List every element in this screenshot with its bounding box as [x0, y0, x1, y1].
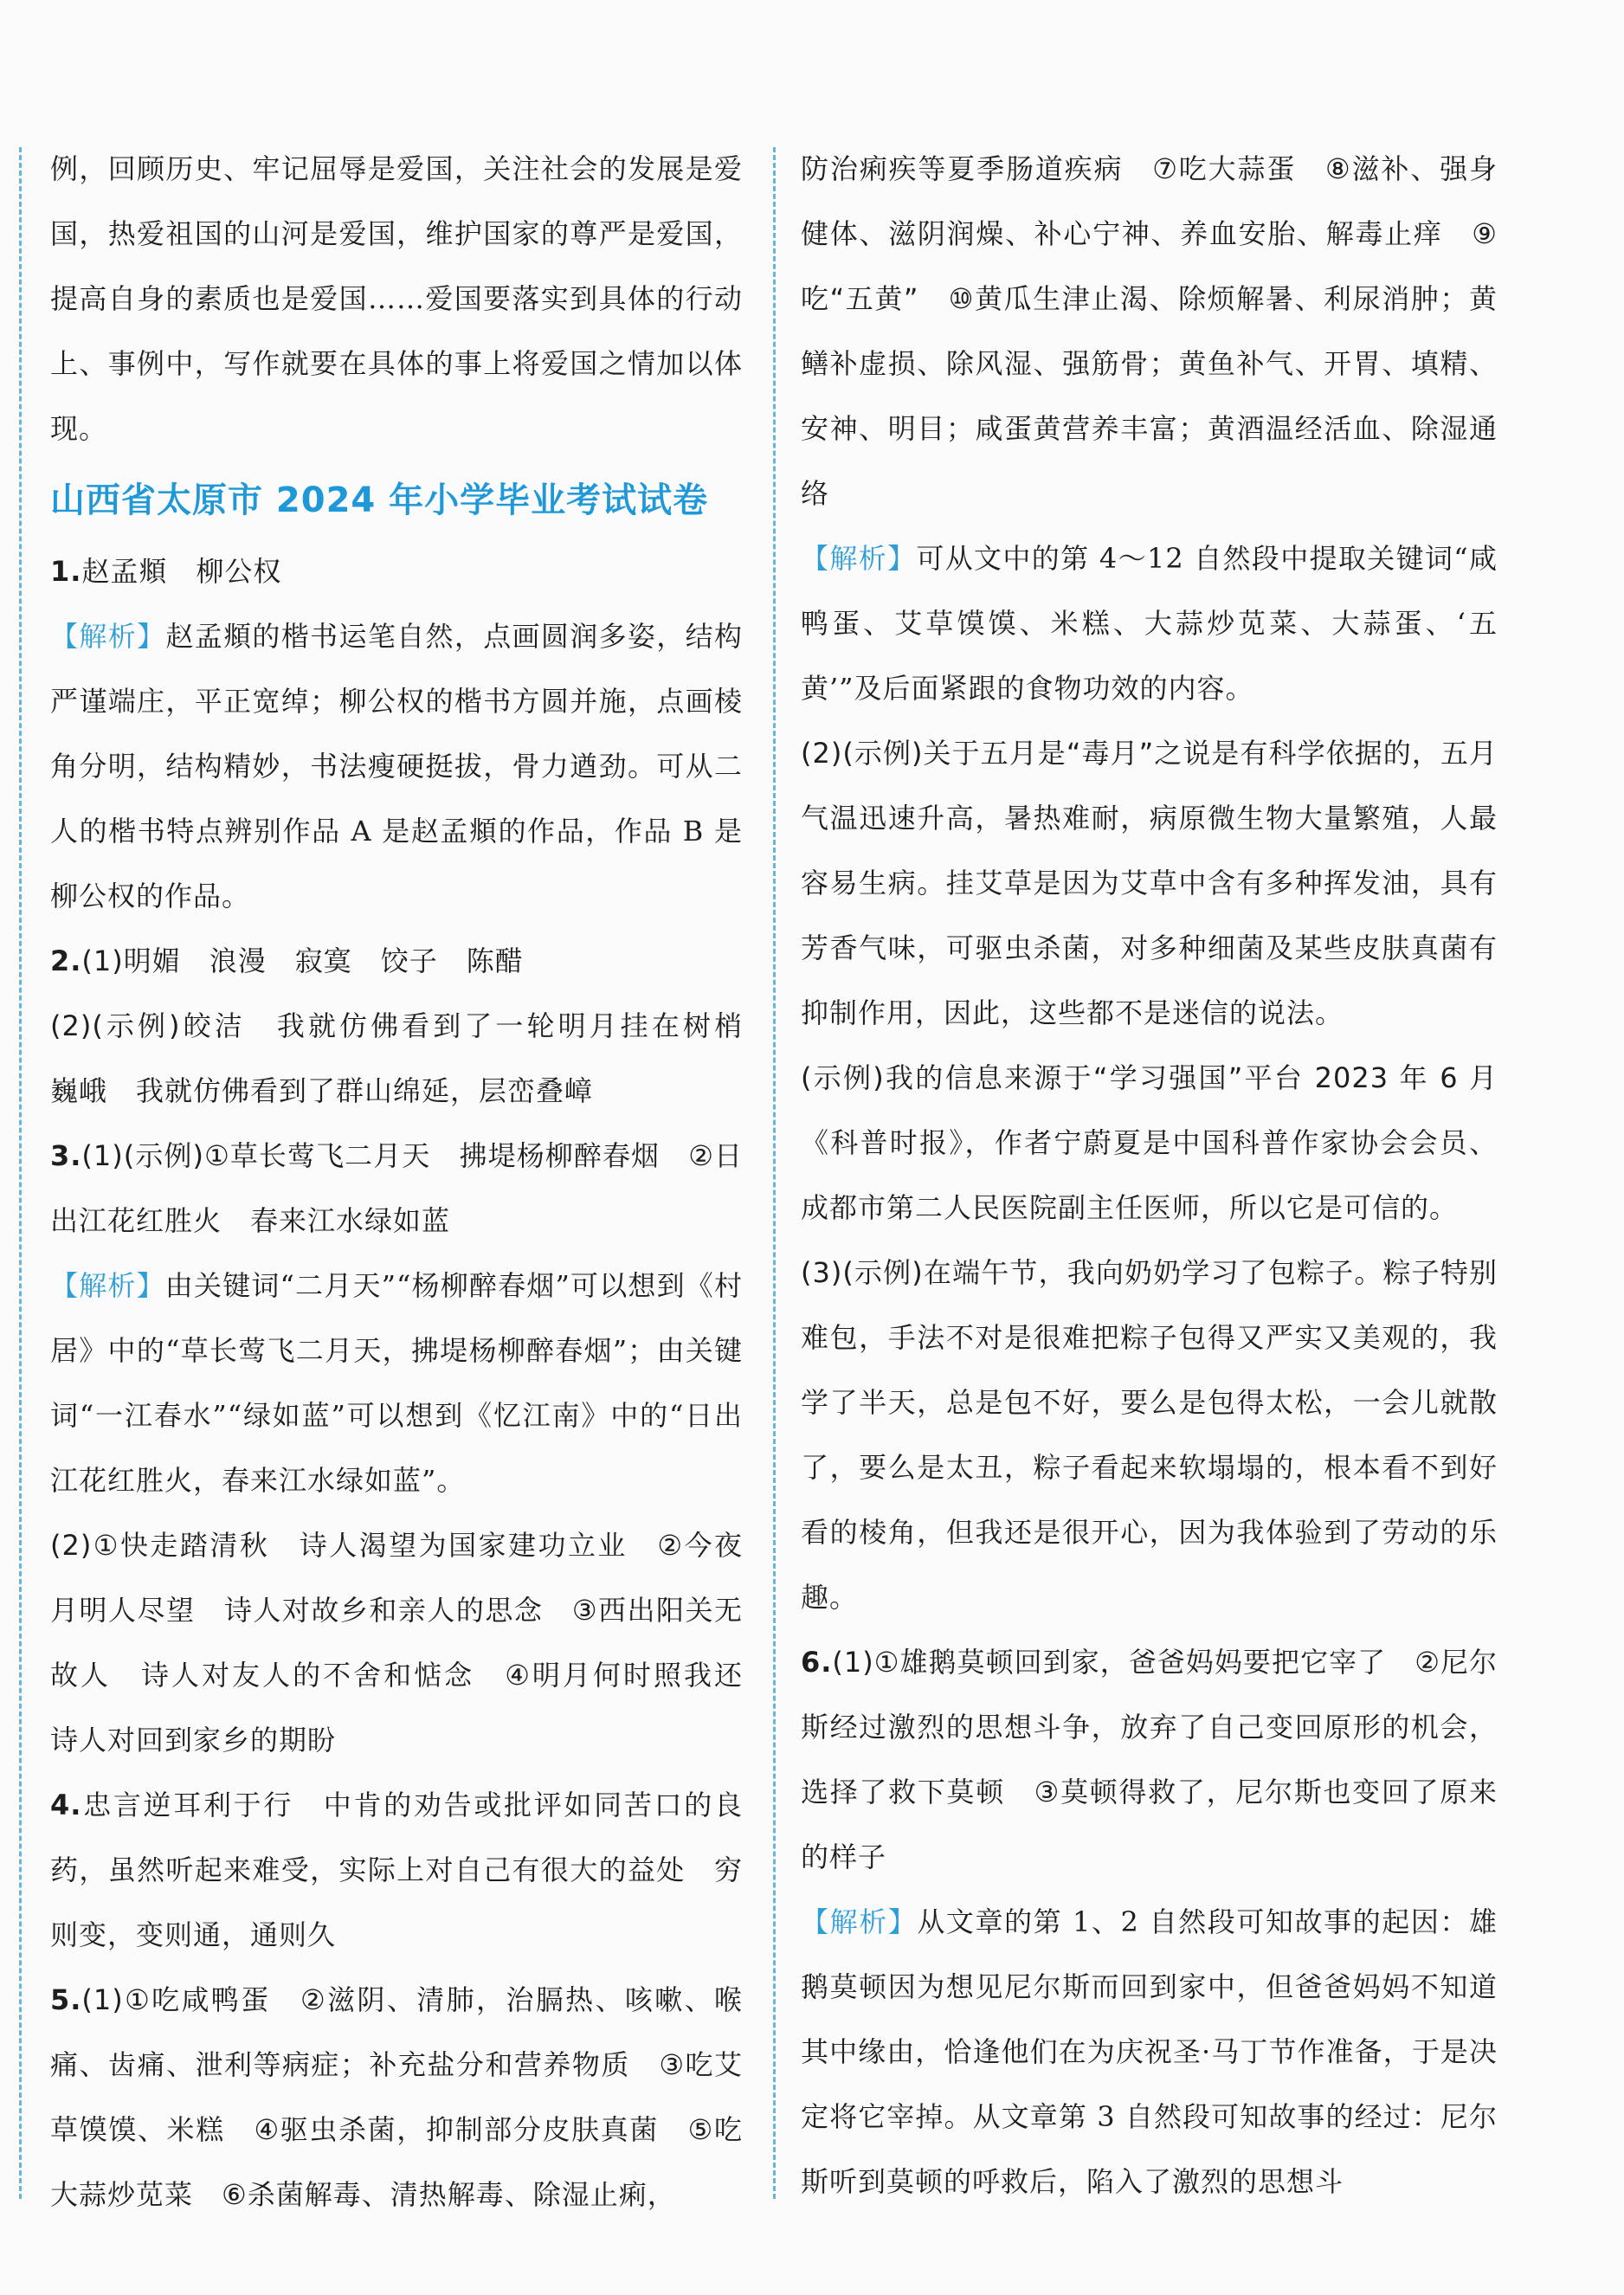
analysis-1: 【解析】赵孟頫的楷书运笔自然，点画圆润多姿，结构严谨端庄，平正宽绰；柳公权的楷书方圆并施，点画棱角分明，结构精妙，书法瘦硬挺拔，骨力遒劲。可从二人的楷书特点辨别作品 A 是赵孟頫的作品，作品 B 是柳公权的作品。: [50, 620, 743, 912]
analysis-3: 【解析】由关键词“二月天”“杨柳醉春烟”可以想到《村居》中的“草长莺飞二月天，拂堤杨柳醉春烟”；由关键词“一江春水”“绿如蓝”可以想到《忆江南》中的“日出江花红胜火，春来江水绿如蓝”。: [50, 1269, 743, 1497]
answer-5-3: (3)(示例)在端午节，我向奶奶学习了包粽子。粽子特别难包，手法不对是很难把粽子包得又严实又美观的，我学了半天，总是包不好，要么是包得太松，一会儿就散了，要么是太丑，粽子看起来软塌塌的，根本看不到好看的棱角，但我还是很开心，因为我体验到了劳动的乐趣。: [801, 1256, 1498, 1614]
analysis-tag: 【解析】: [50, 620, 166, 653]
analysis-6: 【解析】从文章的第 1、2 自然段可知故事的起因：雄鹅莫顿因为想见尼尔斯而回到家中，但爸爸妈妈不知道其中缘由，恰逢他们在为庆祝圣·马丁节作准备，于是决定将它宰掉。从文章第 3 自然段可知故事的经过：尼尔斯听到莫顿的呼救后，陷入了激烈的思想斗: [801, 1905, 1498, 2198]
column-divider-dashed-line: [773, 147, 776, 2199]
answer-3-1: 3.(1)(示例)①草长莺飞二月天 拂堤杨柳醉春烟 ②日出江花红胜火 春来江水绿如蓝: [50, 1139, 743, 1237]
answer-5-1: 5.(1)①吃咸鸭蛋 ②滋阴、清肺，治膈热、咳嗽、喉痛、齿痛、泄利等病症；补充盐分和营养物质 ③吃艾草馍馍、米糕 ④驱虫杀菌，抑制部分皮肤真菌 ⑤吃大蒜炒苋菜 ⑥杀菌解毒、清热解毒、除湿止痢，: [50, 1983, 743, 2211]
answer-2-2: (2)(示例)皎洁 我就仿佛看到了一轮明月挂在树梢 巍峨 我就仿佛看到了群山绵延，层峦叠嶂: [50, 1009, 772, 1107]
analysis-tag: 【解析】: [801, 542, 917, 575]
left-column: [50, 137, 772, 2227]
section-title: 山西省太原市 2024 年小学毕业考试试卷: [50, 480, 709, 520]
answer-5-2-source: (示例)我的信息来源于“学习强国”平台 2023 年 6 月《科普时报》，作者宁蔚夏是中国科普作家协会会员、成都市第二人民医院副主任医师，所以它是可信的。: [801, 1061, 1498, 1224]
left-margin-dashed-line: [19, 147, 22, 2199]
analysis-5: 【解析】可从文中的第 4～12 自然段中提取关键词“咸鸭蛋、艾草馍馍、米糕、大蒜炒苋菜、大蒜蛋、‘五黄’”及后面紧跟的食物功效的内容。: [801, 542, 1498, 705]
answer-4: 4.忠言逆耳利于行 中肯的劝告或批评如同苦口的良药，虽然听起来难受，实际上对自己有很大的益处 穷则变，变则通，通则久: [50, 1789, 743, 1951]
right-column: [801, 137, 1498, 2214]
paragraph: 例，回顾历史、牢记屈辱是爱国，关注社会的发展是爱国，热爱祖国的山河是爱国，维护国家的尊严是爱国，提高自身的素质也是爱国……爱国要落实到具体的行动上、事例中，写作就要在具体的事上将爱国之情加以体现。: [50, 152, 743, 445]
analysis-tag: 【解析】: [50, 1269, 165, 1302]
analysis-tag: 【解析】: [801, 1905, 918, 1938]
answer-5-1-cont: 防治痢疾等夏季肠道疾病 ⑦吃大蒜蛋 ⑧滋补、强身健体、滋阴润燥、补心宁神、养血安胎、解毒止痒 ⑨吃“五黄” ⑩黄瓜生津止渴、除烦解暑、利尿消肿；黄鳝补虚损、除风湿、强筋骨；黄鱼补气、开胃、填精、安神、明目；咸蛋黄营养丰富；黄酒温经活血、除湿通络: [801, 152, 1498, 510]
answer-3-2: (2)①快走踏清秋 诗人渴望为国家建功立业 ②今夜月明人尽望 诗人对故乡和亲人的思念 ③西出阳关无故人 诗人对友人的不舍和惦念 ④明月何时照我还 诗人对回到家乡的期盼: [50, 1529, 772, 1757]
answer-2-1: 2.(1)明媚 浪漫 寂寞 饺子 陈醋: [50, 944, 524, 977]
answer-5-2: (2)(示例)关于五月是“毒月”之说是有科学依据的，五月气温迅速升高，暑热难耐，病原微生物大量繁殖，人最容易生病。挂艾草是因为艾草中含有多种挥发油，具有芳香气味，可驱虫杀菌，对多种细菌及某些皮肤真菌有抑制作用，因此，这些都不是迷信的说法。: [801, 737, 1498, 1029]
answer-1: 1.赵孟頫 柳公权: [50, 555, 282, 588]
answer-6-1: 6.(1)①雄鹅莫顿回到家，爸爸妈妈要把它宰了 ②尼尔斯经过激烈的思想斗争，放弃了自己变回原形的机会，选择了救下莫顿 ③莫顿得救了，尼尔斯也变回了原来的样子: [801, 1646, 1498, 1873]
